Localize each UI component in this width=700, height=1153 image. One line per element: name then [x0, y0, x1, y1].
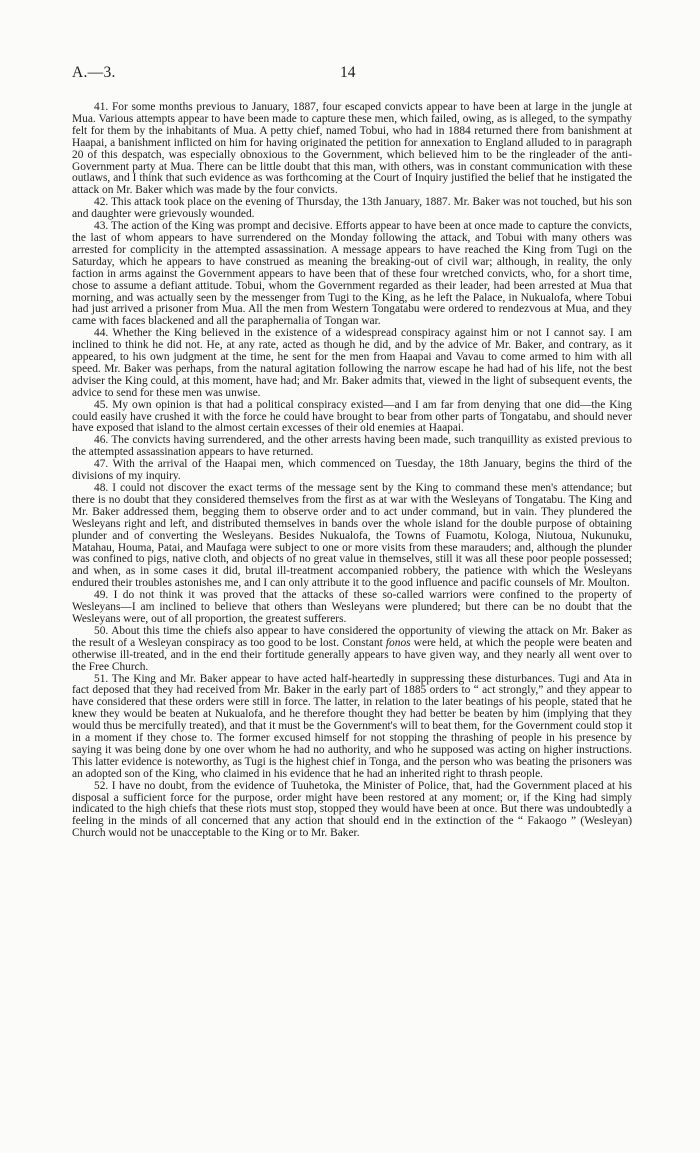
- paragraph-43: [72, 221, 632, 328]
- paragraph-51: [72, 674, 632, 781]
- page-number: 14: [340, 64, 356, 81]
- paragraph-45: [72, 400, 632, 436]
- paragraph-44: [72, 328, 632, 399]
- paragraph-text: I do not think it was proved that the attacks of these so-called warriors were confined to the property of Wesleyans—I am inclined to believe that others than Wesleyans were plundered; but there can be no doubt that the Wesleyans were, out of all proportion, the greatest sufferers.: [72, 589, 632, 625]
- paragraph-52: [72, 781, 632, 841]
- paragraph-text: were held, at which the people were beaten and otherwise ill-treated, and in the end their fortitude generally appears to have given way, and they nearly all went over to the Free Church.: [72, 636, 633, 673]
- paragraph-number: 50.: [94, 624, 109, 637]
- paragraph-text: With the arrival of the Haapai men, which commenced on Tuesday, the 18th January, begins the third of the divisions of my inquiry.: [72, 458, 632, 483]
- italic-term: fonos: [385, 636, 411, 649]
- paragraph-number: 42.: [94, 196, 109, 209]
- paragraph-number: 45.: [94, 398, 109, 411]
- page-header: [0, 64, 700, 84]
- paragraph-number: 43.: [94, 220, 109, 233]
- paragraph-number: 46.: [94, 434, 109, 447]
- paragraph-text: About this time the chiefs also appear to have considered the opportunity of viewing the attack on Mr. Baker as the result of a Wesleyan conspiracy as too good to be lost. Constant: [72, 624, 632, 649]
- paragraph-50: [72, 626, 632, 674]
- paragraph-47: [72, 459, 632, 483]
- paragraph-number: 51.: [94, 672, 109, 685]
- paragraph-text: The convicts having surrendered, and the other arrests having been made, such tranquillity as existed previous to the attempted assassination appears to have returned.: [72, 434, 632, 459]
- document-reference: A.—3.: [72, 64, 116, 81]
- paragraph-number: 49.: [94, 589, 109, 602]
- paragraph-number: 41.: [94, 101, 109, 113]
- paragraph-number: 52.: [94, 779, 109, 792]
- paragraph-41: [72, 102, 632, 197]
- paragraph-48: [72, 483, 632, 590]
- paragraph-text: The King and Mr. Baker appear to have acted half-heartedly in suppressing these disturbances. Tugi and Ata in fact deposed that they had received from Mr. Baker in the early part of 1885 orders to “ act strongly,” and they appear to have considered that these orders were still in force. The latter, in relation to the later beatings of his people, stated that he knew they would be beaten at Nukualofa, and he therefore thought they had better be beaten by him (implying that they would thus be mercifully treated), and that it must be the Government's will to beat them, for the Government could stop it in a moment if they chose to. The former excused himself for not stopping the thrashing of people in his presence by saying it was being done by one over whom he had no authority, and who he supposed was acting on higher instructions. This latter evidence is noteworthy, as Tugi is the highest chief in Tonga, and the person who was beating the prisoners was an adopted son of the King, who claimed in his evidence that he had an inherited right to thrash people.: [72, 672, 632, 780]
- paragraph-number: 47.: [94, 458, 109, 471]
- paragraph-text: I have no doubt, from the evidence of Tuuhetoka, the Minister of Police, that, had the Government placed at his disposal a sufficient force for the purpose, order might have been restored at any moment; or, if the King had simply indicated to the high chiefs that these riots must stop, stopped they would have been at once. But there was undoubtedly a feeling in the minds of all concerned that any action that should end in the extinction of the “ Fakaogo ” (Wesleyan) Church would not be unacceptable to the King or to Mr. Baker.: [72, 779, 632, 840]
- paragraph-text: The action of the King was prompt and decisive. Efforts appear to have been at once made to capture the convicts, the last of whom appears to have surrendered on the Monday following the attack, and Tobui with many others was arrested for complicity in the attempted assassination. A message appears to have reached the King from Tugi on the Saturday, which he appears to have construed as meaning the breaking-out of civil war; although, in reality, the only faction in arms against the Government appears to have been that of these four wretched convicts, who, for a short time, chose to assume a defiant attitude. Tobui, whom the Government regarded as their leader, had been arrested at Mua that morning, and was actually seen by the messenger from Tugi to the King, as he left the Palace, in Nukualofa, where Tobui had just arrived a prisoner from Mua. All the men from Western Tongatabu were ordered to rendezvous at Mua, and they came with faces blackened and all the paraphernalia of Tongan war.: [72, 220, 632, 328]
- paragraph-text: This attack took place on the evening of Thursday, the 13th January, 1887. Mr. Baker was not touched, but his son and daughter were grievously wounded.: [72, 196, 632, 221]
- paragraph-46: [72, 435, 632, 459]
- paragraph-text: I could not discover the exact terms of the message sent by the King to command these men's attendance; but there is no doubt that they considered themselves from the first as at war with the Wesleyans of Tongatabu. The King and Mr. Baker addressed them, begging them to observe order and to act under command, but in vain. They plundered the Wesleyans right and left, and distributed themselves in bands over the whole island for the double purpose of obtaining plunder and of converting the Wesleyans. Besides Nukualofa, the Towns of Fuamotu, Kologa, Niutoua, Nukunuku, Matahau, Houma, Patai, and Maufaga were subject to one or more visits from these marauders; and, although the plunder was confined to pigs, native cloth, and objects of no great value in themselves, still it was all these poor people possessed; and when, as in some cases it did, brutal ill-treatment accompanied robbery, the patience with which the Wesleyans endured their troubles astonishes me, and I can only attribute it to the good influence and pacific counsels of Mr. Moulton.: [72, 482, 632, 590]
- paragraph-number: 48.: [94, 482, 109, 494]
- paragraph-42: [72, 197, 632, 221]
- paragraph-49: [72, 590, 632, 626]
- paragraph-text: For some months previous to January, 1887, four escaped convicts appear to have been at large in the jungle at Mua. Various attempts appear to have been made to capture these men, which failed, owing, as is alleged, to the sympathy felt for them by the inhabitants of Mua. A petty chief, named Tobui, who had in 1884 returned there from banishment at Haapai, a banishment inflicted on him for having originated the petition for annexation to England alluded to in paragraph 20 of this despatch, was especially obnoxious to the Government, which believed him to be the ringleader of the anti-Government party at Mua. There can be little doubt that this man, with others, was in constant communication with these outlaws, and I think that such evidence as was forthcoming at the Court of Inquiry justified the belief that he instigated the attack on Mr. Baker which was made by the four convicts.: [72, 101, 632, 197]
- paragraph-text: My own opinion is that had a political conspiracy existed—and I am far from denying that one did—the King could easily have crushed it with the force he could have brought to bear from other parts of Tongatabu, and should never have exposed that island to the almost certain excesses of their old enemies at Haapai.: [72, 398, 632, 435]
- paragraph-number: 44.: [94, 327, 109, 340]
- paragraph-text: Whether the King believed in the existence of a widespread conspiracy against him or not I cannot say. I am inclined to think he did not. He, at any rate, acted as though he did, and by the advice of Mr. Baker, and contrary, as it appeared, to his own judgment at the time, he sent for the men from Haapai and Vavau to come armed to him with all speed. Mr. Baker was perhaps, from the natural agitation following the narrow escape he had had of his life, not the best adviser the King could, at this moment, have had; and Mr. Baker admits that, viewed in the light of subsequent events, the advice to send for these men was unwise.: [72, 327, 632, 399]
- document-body: [72, 102, 632, 840]
